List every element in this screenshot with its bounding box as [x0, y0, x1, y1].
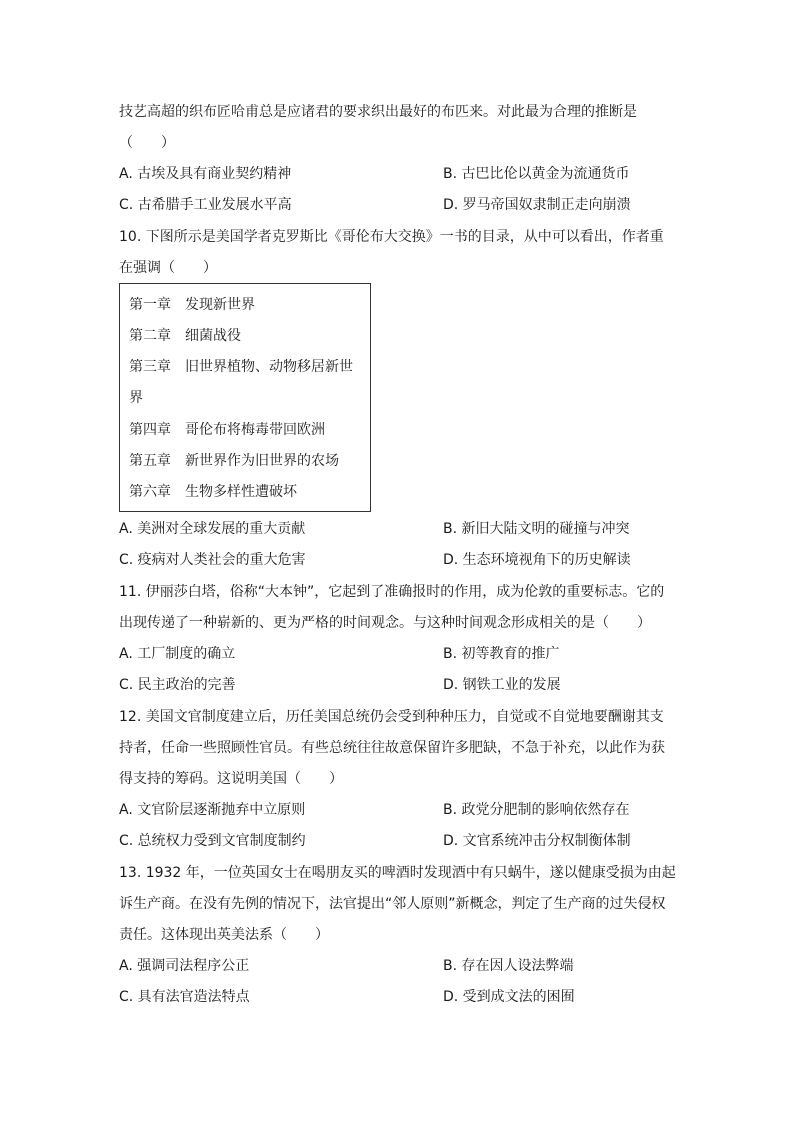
q12-stem-line2: 持者，任命一些照顾性官员。有些总统往往故意保留许多肥缺，不急于补充，以此作为获 [119, 740, 665, 756]
toc-chapter-1: 第一章 发现新世界 [129, 297, 255, 313]
q13-option-a: A. 强调司法程序公正 [119, 958, 250, 974]
q12-option-a: A. 文官阶层逐渐抛弃中立原则 [119, 802, 306, 818]
q10-option-a: A. 美洲对全球发展的重大贡献 [119, 521, 306, 537]
q13-option-d: D. 受到成文法的困囿 [443, 989, 575, 1005]
q12-stem-line3: 得支持的筹码。这说明美国（ ） [119, 771, 343, 787]
q9-stem-line1: 技艺高超的织布匠哈甫总是应诸君的要求织出最好的布匹来。对此最为合理的推断是 [119, 104, 637, 120]
q9-option-b: B. 古巴比伦以黄金为流通货币 [443, 166, 630, 182]
q9-stem-line2: （ ） [119, 135, 175, 151]
toc-chapter-5: 第五章 新世界作为旧世界的农场 [129, 453, 339, 469]
q12-stem-line1: 12. 美国文官制度建立后，历任美国总统仍会受到种种压力，自觉或不自觉地要酬谢其支 [119, 709, 664, 725]
q11-stem-line1: 11. 伊丽莎白塔，俗称“大本钟”，它起到了准确报时的作用，成为伦敦的重要标志。它的 [119, 584, 665, 600]
q10-stem-line2: 在强调（ ） [119, 260, 217, 276]
q10-option-d: D. 生态环境视角下的历史解读 [443, 552, 631, 568]
q13-stem-line2: 诉生产商。在没有先例的情况下，法官提出“邻人原则”新概念，判定了生产商的过失侵权 [119, 896, 666, 912]
q10-stem-line1: 10. 下图所示是美国学者克罗斯比《哥伦布大交换》一书的目录，从中可以看出，作者重 [119, 229, 664, 245]
q11-option-c: C. 民主政治的完善 [119, 677, 236, 693]
q9-option-c: C. 古希腊手工业发展水平高 [119, 197, 292, 213]
q11-option-d: D. 钢铁工业的发展 [443, 677, 561, 693]
q10-option-b: B. 新旧大陆文明的碰撞与冲突 [443, 521, 630, 537]
q13-option-c: C. 具有法官造法特点 [119, 989, 250, 1005]
q12-option-b: B. 政党分肥制的影响依然存在 [443, 802, 630, 818]
q9-option-d: D. 罗马帝国奴隶制正走向崩溃 [443, 197, 631, 213]
q12-option-d: D. 文官系统冲击分权制衡体制 [443, 833, 631, 849]
toc-chapter-4: 第四章 哥伦布将梅毒带回欧洲 [129, 422, 325, 438]
q9-option-a: A. 古埃及具有商业契约精神 [119, 166, 292, 182]
q11-option-b: B. 初等教育的推广 [443, 646, 560, 662]
q11-stem-line2: 出现传递了一种崭新的、更为严格的时间观念。与这种时间观念形成相关的是（ ） [119, 615, 651, 631]
book-contents-box [119, 283, 371, 512]
toc-chapter-3-cont: 界 [129, 390, 143, 406]
q12-option-c: C. 总统权力受到文官制度制约 [119, 833, 306, 849]
q11-option-a: A. 工厂制度的确立 [119, 646, 236, 662]
q13-stem-line3: 责任。这体现出英美法系（ ） [119, 927, 329, 943]
toc-chapter-3: 第三章 旧世界植物、动物移居新世 [129, 359, 353, 375]
toc-chapter-6: 第六章 生物多样性遭破坏 [129, 484, 297, 500]
q13-option-b: B. 存在因人设法弊端 [443, 958, 574, 974]
q13-stem-line1: 13. 1932 年，一位英国女士在喝朋友买的啤酒时发现酒中有只蜗牛，遂以健康受损为由起 [119, 865, 676, 881]
toc-chapter-2: 第二章 细菌战役 [129, 328, 241, 344]
q10-option-c: C. 疫病对人类社会的重大危害 [119, 552, 306, 568]
